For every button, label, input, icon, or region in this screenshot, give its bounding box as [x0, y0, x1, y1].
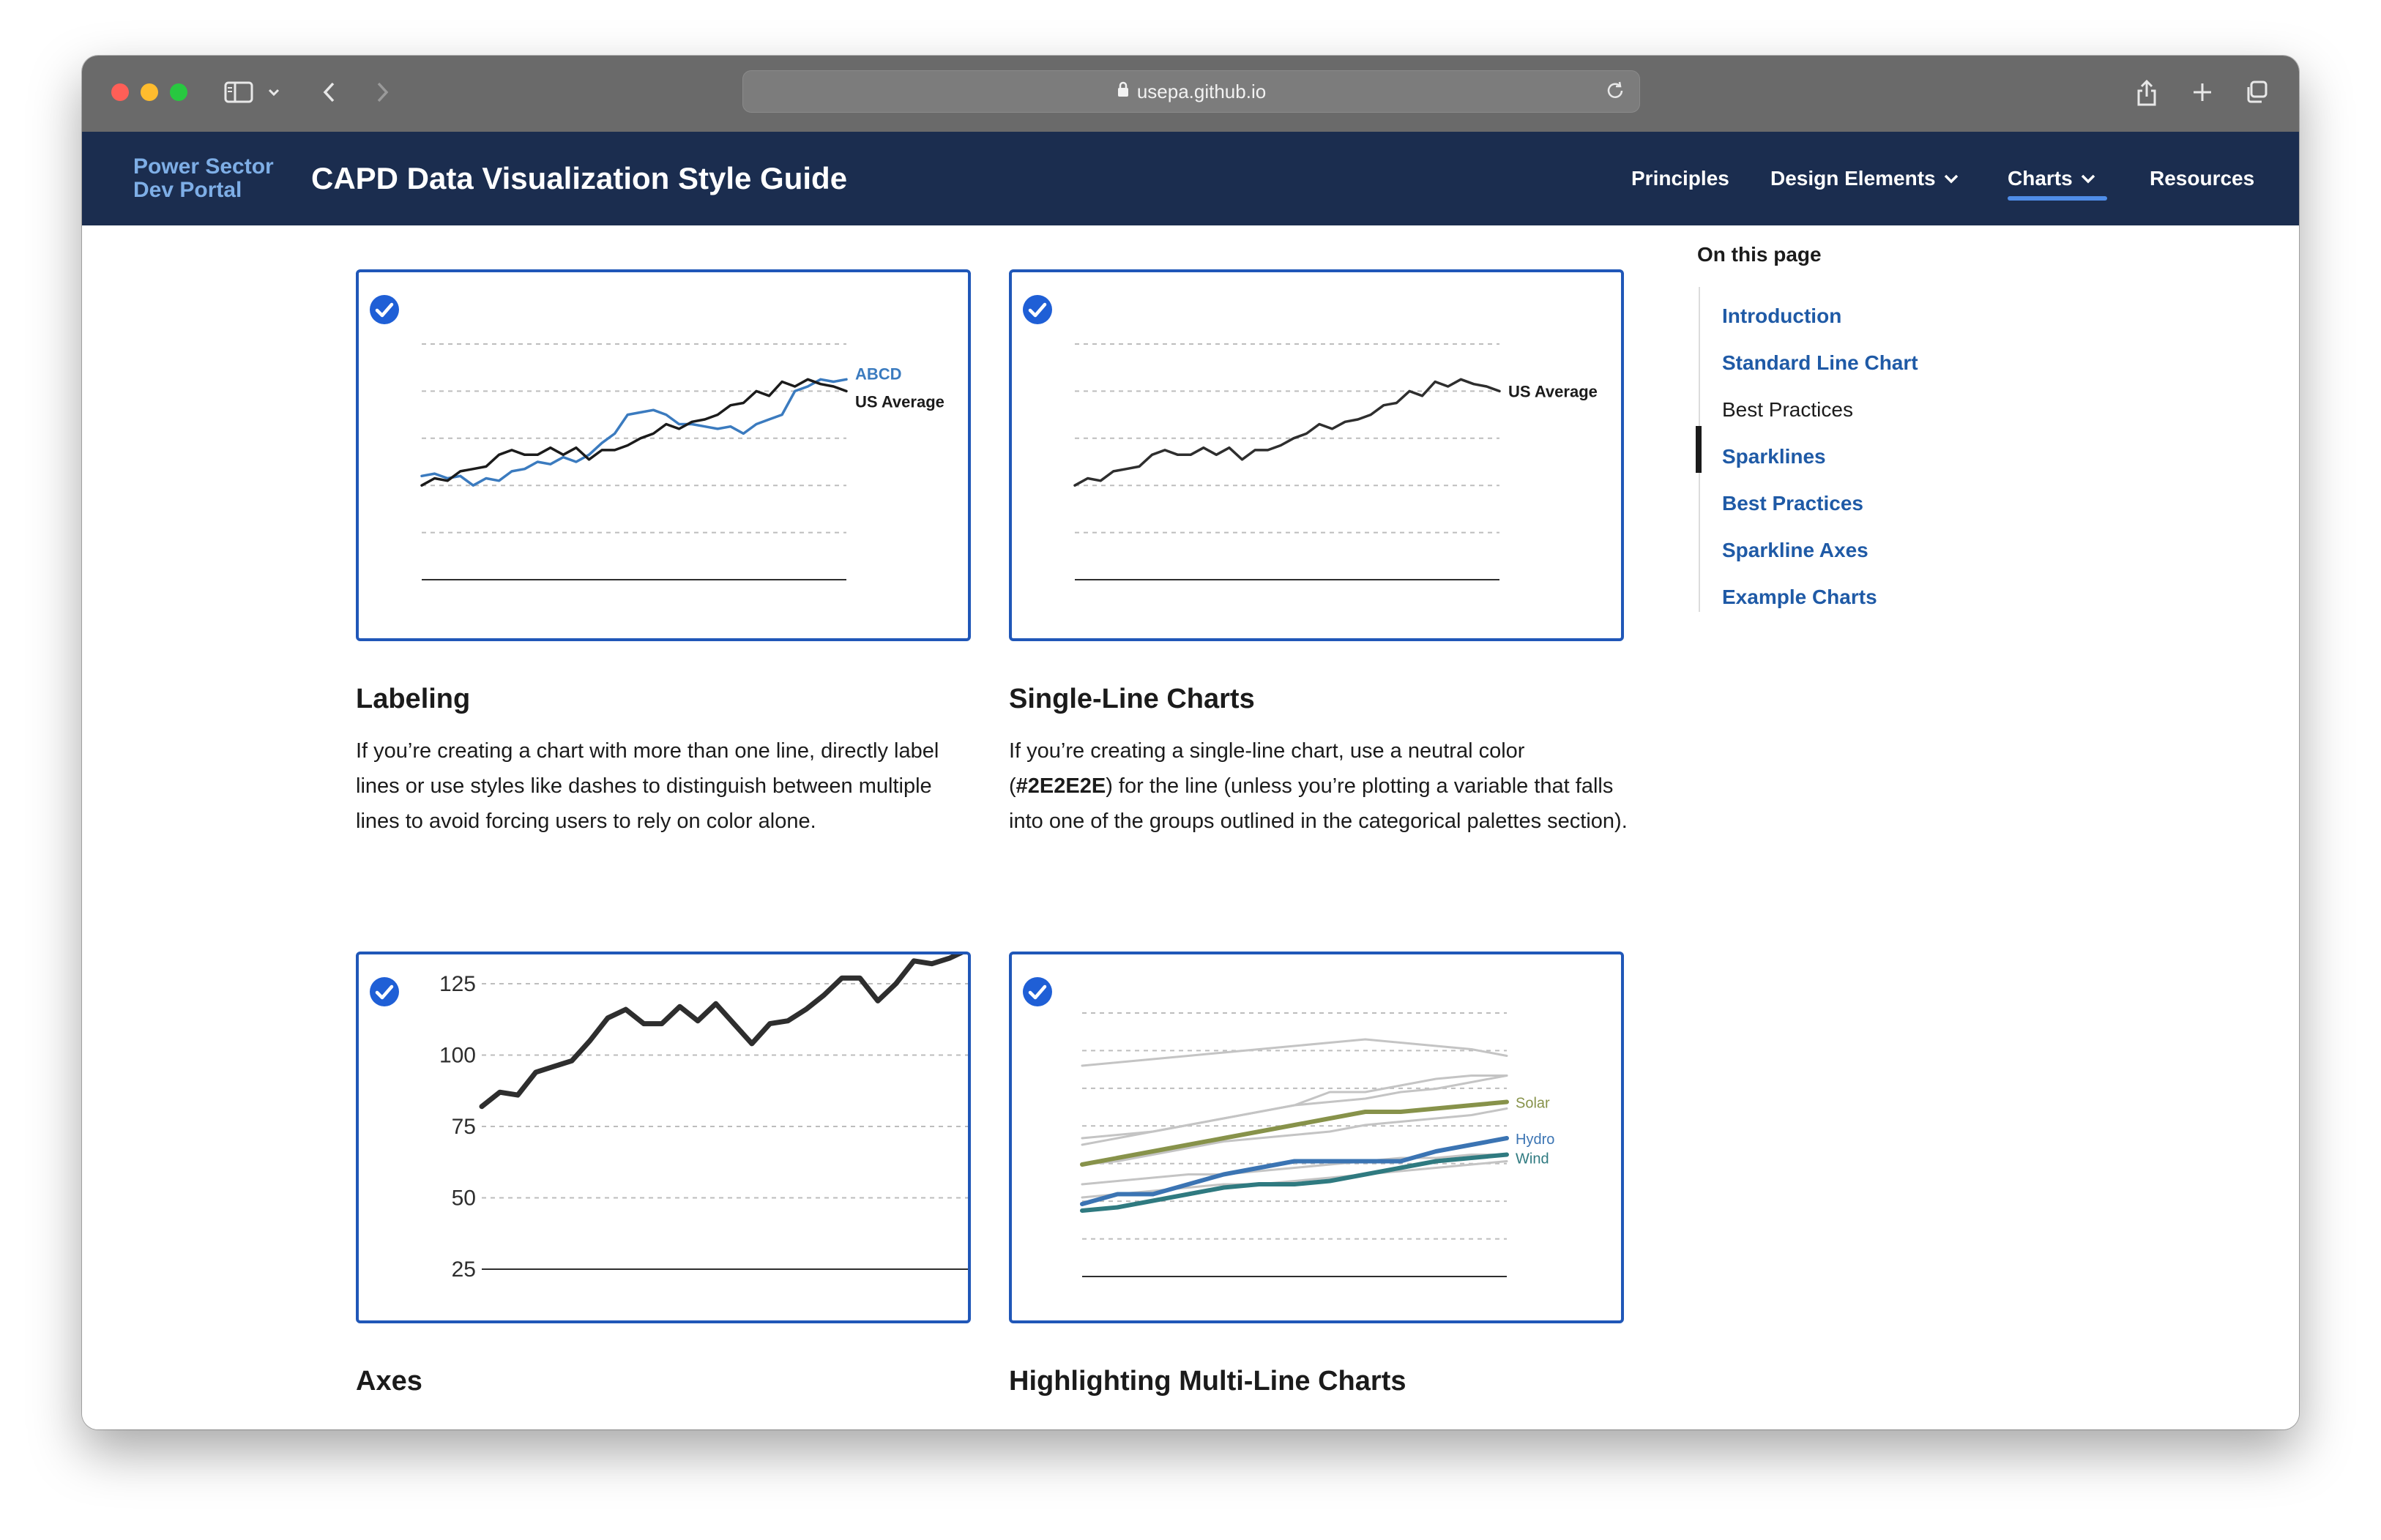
series-line-0	[482, 954, 968, 1107]
site-title[interactable]: CAPD Data Visualization Style Guide	[311, 161, 848, 195]
series-line-hydro	[1082, 1138, 1507, 1204]
series-label: ABCD	[855, 365, 902, 384]
series-line-us-average	[1075, 379, 1499, 485]
site-brand[interactable]	[133, 155, 274, 202]
y-tick-label: 100	[439, 1043, 476, 1068]
series-line-abcd	[422, 379, 846, 485]
text-part: ) for the line (unless you’re plotting a variable that falls into one of the groups outlined in the categorical palettes section).	[1009, 774, 1628, 833]
series-label: Hydro	[1516, 1132, 1555, 1148]
single-line-chart	[1012, 272, 1621, 638]
series-line-0	[1082, 1039, 1507, 1066]
toc-item-example-charts[interactable]: Example Charts	[1722, 586, 1877, 608]
multi-line-chart	[1012, 954, 1621, 1320]
nav-design-elements[interactable]	[1770, 167, 1959, 190]
minimize-window-button[interactable]	[141, 83, 158, 101]
color-code: #2E2E2E	[1016, 774, 1106, 798]
labeling-line-chart	[359, 272, 968, 638]
series-label: Wind	[1516, 1151, 1549, 1167]
browser-window	[82, 56, 2299, 1429]
toc-item-standard-line-chart[interactable]: Standard Line Chart	[1722, 351, 1918, 374]
address-bar[interactable]	[742, 70, 1640, 113]
back-icon[interactable]	[316, 75, 343, 110]
main-content	[82, 225, 2299, 1429]
brand-line-2: Dev Portal	[133, 178, 242, 202]
toc-title: On this page	[1697, 243, 1822, 266]
nav-label: Principles	[1631, 167, 1729, 190]
nav-label: Charts	[2008, 167, 2073, 190]
section-title-labeling: Labeling	[356, 684, 471, 714]
nav-resources[interactable]	[2150, 167, 2254, 190]
close-window-button[interactable]	[111, 83, 129, 101]
section-text-labeling: If you’re creating a chart with more than one line, directly label lines or use styles like dashes to distinguish between multiple lines to avoid forcing users to rely on color alone.	[356, 739, 939, 833]
url-text: usepa.github.io	[1136, 80, 1267, 102]
series-label: Solar	[1516, 1095, 1550, 1112]
nav-label: Resources	[2150, 167, 2255, 190]
section-title-axes: Axes	[356, 1366, 422, 1397]
tab-overview-icon[interactable]	[2242, 75, 2271, 110]
browser-toolbar	[82, 56, 2299, 133]
lock-icon	[1117, 81, 1130, 103]
y-tick-label: 25	[451, 1257, 476, 1282]
chart-card-axes	[356, 952, 971, 1323]
series-label: US Average	[1508, 382, 1598, 401]
toc-item-best-practices[interactable]: Best Practices	[1722, 398, 1853, 421]
toc-item-sparklines[interactable]: Sparklines	[1722, 445, 1826, 468]
chart-card-multi-line	[1009, 952, 1624, 1323]
brand-line-1: Power Sector	[133, 154, 274, 179]
section-title-single-line: Single-Line Charts	[1009, 684, 1255, 714]
nav-active-indicator	[2008, 196, 2107, 201]
forward-icon[interactable]	[369, 75, 395, 110]
nav-label: Design Elements	[1770, 167, 1936, 190]
series-line-us-average	[422, 379, 846, 485]
share-icon[interactable]	[2132, 75, 2161, 110]
y-tick-label: 50	[451, 1186, 476, 1211]
chevron-down-icon[interactable]	[265, 75, 283, 110]
chevron-down-icon	[2080, 173, 2096, 184]
axes-line-chart	[359, 954, 968, 1320]
zoom-window-button[interactable]	[170, 83, 187, 101]
chevron-down-icon	[1943, 173, 1959, 184]
chart-card-single-line	[1009, 269, 1624, 641]
sidebar-toggle-icon[interactable]	[223, 75, 255, 110]
site-header	[82, 132, 2299, 225]
section-title-multi-line: Highlighting Multi-Line Charts	[1009, 1366, 1406, 1397]
chart-card-labeling	[356, 269, 971, 641]
toc-item-sparkline-axes[interactable]: Sparkline Axes	[1722, 539, 1868, 561]
toc-item-introduction[interactable]: Introduction	[1722, 304, 1842, 327]
toc-item-best-practices-2[interactable]: Best Practices	[1722, 492, 1864, 515]
nav-charts[interactable]	[2008, 167, 2096, 190]
y-tick-label: 75	[451, 1115, 476, 1139]
series-label: US Average	[855, 392, 944, 411]
new-tab-icon[interactable]	[2188, 75, 2217, 110]
nav-principles[interactable]	[1631, 167, 1729, 190]
reload-icon[interactable]	[1604, 80, 1626, 107]
toc-current-marker	[1696, 426, 1702, 473]
series-line-3	[1082, 1109, 1507, 1165]
section-text-single-line	[1009, 733, 1631, 839]
text-part: If you’re creating a single-line chart, use a neutral color (	[1009, 739, 1525, 798]
y-tick-label: 125	[439, 972, 476, 996]
